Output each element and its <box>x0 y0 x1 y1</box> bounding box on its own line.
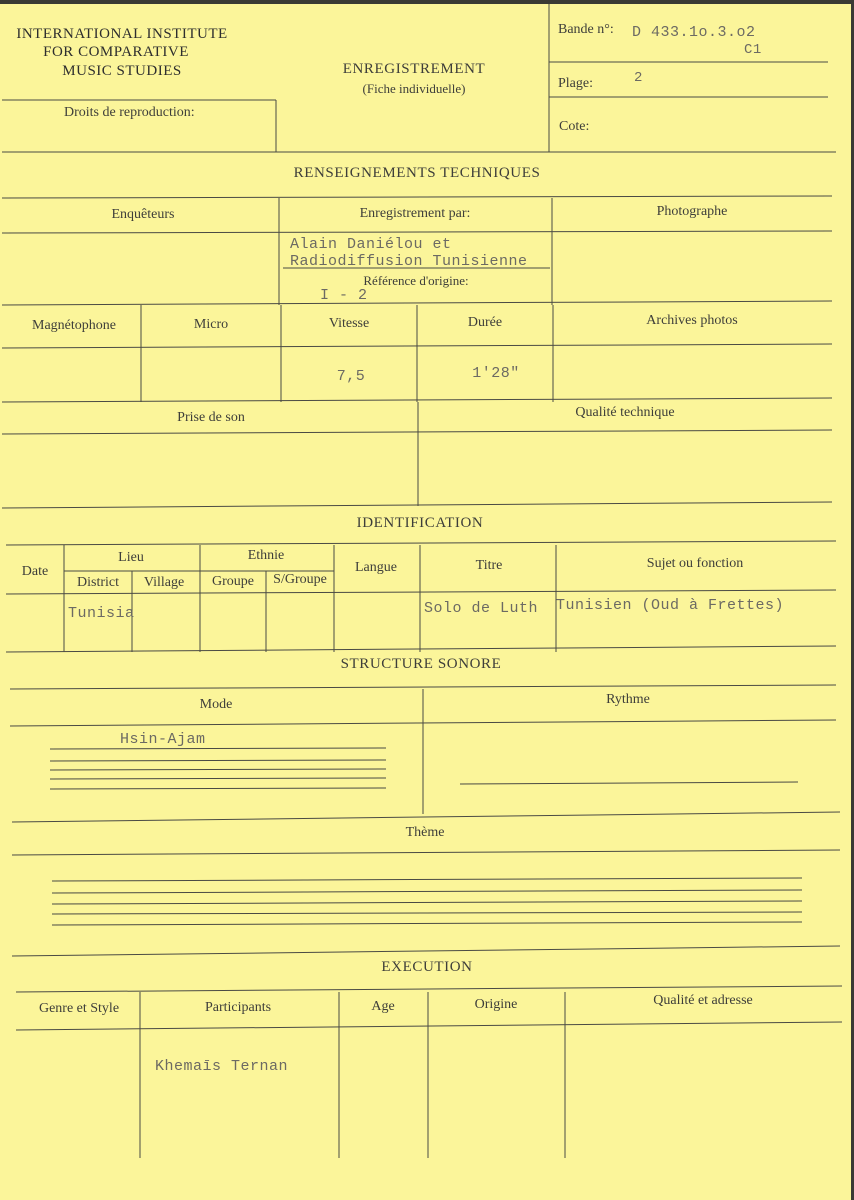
enregistrement-value-line1: Alain Daniélou et <box>290 236 452 253</box>
bande-label: Bande n°: <box>558 22 614 37</box>
duree-value: 1'28" <box>472 365 520 382</box>
form-title: ENREGISTREMENT <box>342 61 486 77</box>
magnetophone-label: Magnétophone <box>32 318 116 333</box>
titre-value: Solo de Luth <box>424 600 539 617</box>
photographe-label: Photographe <box>656 204 728 219</box>
reference-value: I - 2 <box>320 287 368 304</box>
enqueteurs-label: Enquêteurs <box>111 207 175 222</box>
qualite-technique-label: Qualité technique <box>575 405 675 420</box>
langue-label: Langue <box>355 560 397 575</box>
section-title-execution: EXECUTION <box>381 959 473 975</box>
cote-label: Cote: <box>559 119 590 134</box>
sujet-value: Tunisien (Oud à Frettes) <box>556 597 785 614</box>
institute-name-line3: MUSIC STUDIES <box>62 63 182 79</box>
plage-value: 2 <box>634 70 643 86</box>
participants-label: Participants <box>204 1000 272 1015</box>
date-label: Date <box>21 564 49 579</box>
mode-label: Mode <box>199 697 233 712</box>
plage-label: Plage: <box>558 76 593 91</box>
section-title-structure: STRUCTURE SONORE <box>340 656 502 672</box>
micro-label: Micro <box>193 317 229 332</box>
section-title-technique: RENSEIGNEMENTS TECHNIQUES <box>293 165 541 181</box>
institute-name-line2: FOR COMPARATIVE <box>43 44 189 60</box>
institute-name-line1: INTERNATIONAL INSTITUTE <box>16 26 228 42</box>
qualite-adresse-label: Qualité et adresse <box>653 993 753 1008</box>
lieu-label: Lieu <box>118 550 144 565</box>
theme-label: Thème <box>405 825 445 840</box>
ethnie-label: Ethnie <box>247 548 285 563</box>
prise-de-son-label: Prise de son <box>177 410 245 425</box>
scan-top-edge <box>0 0 854 4</box>
vitesse-value: 7,5 <box>336 368 366 385</box>
district-value: Tunisia <box>68 605 135 622</box>
reference-label: Référence d'origine: <box>363 273 469 288</box>
droits-label: Droits de reproduction: <box>64 105 195 120</box>
enregistrement-label: Enregistrement par: <box>359 206 471 221</box>
rythme-label: Rythme <box>606 692 650 707</box>
district-label: District <box>77 575 119 590</box>
bande-value: D 433.1o.3.o2 <box>632 24 756 41</box>
titre-label: Titre <box>475 558 503 573</box>
mode-value: Hsin-Ajam <box>120 731 206 748</box>
groupe-label: Groupe <box>212 574 254 589</box>
section-title-identification: IDENTIFICATION <box>356 515 484 531</box>
form-subtitle: (Fiche individuelle) <box>362 81 466 96</box>
sujet-label: Sujet ou fonction <box>646 556 744 571</box>
vitesse-label: Vitesse <box>328 316 370 331</box>
enregistrement-value-line2: Radiodiffusion Tunisienne <box>290 253 528 270</box>
age-label: Age <box>371 999 395 1014</box>
duree-label: Durée <box>467 315 503 330</box>
participants-value: Khemaīs Ternan <box>155 1058 289 1075</box>
village-label: Village <box>143 575 185 590</box>
bande-value-secondary: C1 <box>744 42 762 58</box>
sgroupe-label: S/Groupe <box>273 572 327 587</box>
archives-photos-label: Archives photos <box>646 313 738 328</box>
genre-style-label: Genre et Style <box>38 1001 120 1016</box>
origine-label: Origine <box>474 997 518 1012</box>
